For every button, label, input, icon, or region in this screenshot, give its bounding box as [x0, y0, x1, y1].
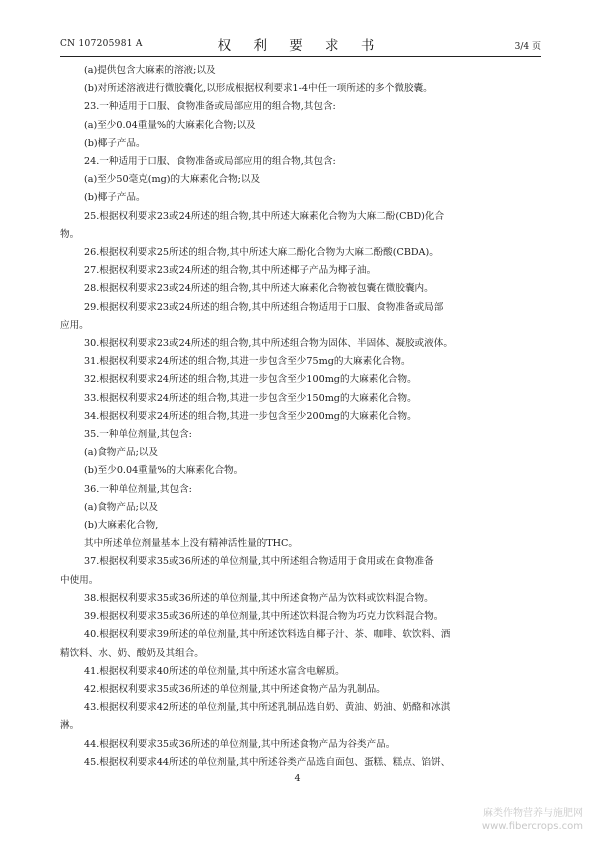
watermark — [482, 807, 583, 833]
claim-line: 45.根据权利要求44所述的单位剂量,其中所述谷类产品选自面包、蛋糕、糕点、馅饼、 — [84, 756, 451, 768]
claim-line: 28.根据权利要求23或24所述的组合物,其中所述大麻素化合物被包囊在微胶囊内。 — [84, 283, 434, 295]
watermark-title: 麻类作物营养与施肥网 — [483, 808, 583, 819]
claim-line: 44.根据权利要求35或36所述的单位剂量,其中所述食物产品为谷类产品。 — [84, 738, 396, 750]
claim-line: (a)食物产品;以及 — [84, 447, 159, 459]
claim-line: 物。 — [60, 228, 80, 240]
claim-line: 34.根据权利要求24所述的组合物,其进一步包含至少200mg的大麻素化合物。 — [84, 410, 417, 422]
claim-line: 41.根据权利要求40所述的单位剂量,其中所述水富含电解质。 — [84, 665, 345, 677]
claim-line: 31.根据权利要求24所述的组合物,其进一步包含至少75mg的大麻素化合物。 — [84, 356, 411, 368]
claim-line: 淋。 — [60, 720, 80, 732]
claim-line: 23.一种适用于口服、食物准备或局部应用的组合物,其包含: — [84, 101, 336, 113]
claim-line: 30.根据权利要求23或24所述的组合物,其中所述组合物为固体、半固体、凝胶或液体。 — [84, 338, 453, 350]
claims-text — [60, 62, 538, 772]
claim-line: (b)椰子产品。 — [84, 137, 146, 149]
claim-line: 27.根据权利要求23或24所述的组合物,其中所述椰子产品为椰子油。 — [84, 265, 377, 277]
claim-line: (a)食物产品;以及 — [84, 501, 159, 513]
claim-line: (a)至少0.04重量%的大麻素化合物;以及 — [84, 119, 256, 131]
claim-line: 中使用。 — [60, 574, 99, 586]
claim-line: 42.根据权利要求35或36所述的单位剂量,其中所述食物产品为乳制品。 — [84, 683, 386, 695]
claim-line: 40.根据权利要求39所述的单位剂量,其中所述饮料选自椰子汁、茶、咖啡、软饮料、酒 — [84, 629, 451, 641]
claim-line: 其中所述单位剂量基本上没有精神活性量的THC。 — [84, 538, 298, 550]
document-id: CN 107205981 A — [60, 39, 143, 49]
claim-line: 39.根据权利要求35或36所述的单位剂量,其中所述饮料混合物为巧克力饮料混合物。 — [84, 611, 444, 623]
claim-line: (b)椰子产品。 — [84, 192, 146, 204]
claim-line: (b)对所述溶液进行微胶囊化,以形成根据权利要求1-4中任一项所述的多个微胶囊。 — [84, 83, 433, 95]
claim-line: (a)至少50毫克(mg)的大麻素化合物;以及 — [84, 174, 261, 186]
claim-line: 29.根据权利要求23或24所述的组合物,其中所述组合物适用于口服、食物准备或局部 — [84, 301, 444, 313]
claim-line: 37.根据权利要求35或36所述的单位剂量,其中所述组合物适用于食用或在食物准备 — [84, 556, 434, 568]
claim-line: (b)大麻素化合物, — [84, 520, 159, 532]
header-rule — [60, 56, 541, 57]
claim-line: (b)至少0.04重量%的大麻素化合物。 — [84, 465, 244, 477]
page-number: 4 — [294, 773, 301, 784]
claim-line: 33.根据权利要求24所述的组合物,其进一步包含至少150mg的大麻素化合物。 — [84, 392, 417, 404]
claim-line: 26.根据权利要求25所述的组合物,其中所述大麻二酚化合物为大麻二酚酸(CBDA)。 — [84, 247, 439, 259]
watermark-url: www.fibercrops.com — [481, 821, 583, 832]
claim-line: 36.一种单位剂量,其包含: — [84, 483, 192, 495]
claim-line: 32.根据权利要求24所述的组合物,其进一步包含至少100mg的大麻素化合物。 — [84, 374, 417, 386]
claim-line: 43.根据权利要求42所述的单位剂量,其中所述乳制品选自奶、黄油、奶油、奶酪和冰淇 — [84, 702, 451, 714]
claim-line: 应用。 — [60, 319, 89, 331]
page-title: 权 利 要 求 书 — [217, 38, 384, 54]
claim-line: 24.一种适用于口服、食物准备或局部应用的组合物,其包含: — [84, 156, 336, 168]
claim-line: 精饮料、水、奶、酸奶及其组合。 — [60, 647, 204, 659]
claim-line: 38.根据权利要求35或36所述的单位剂量,其中所述食物产品为饮料或饮料混合物。 — [84, 592, 434, 604]
claim-line: (a)提供包含大麻素的溶液;以及 — [84, 65, 216, 76]
claim-line: 35.一种单位剂量,其包含: — [84, 429, 192, 441]
claim-line: 25.根据权利要求23或24所述的组合物,其中所述大麻素化合物为大麻二酚(CBD)化合 — [84, 210, 445, 222]
page-label: 3/4 页 — [514, 42, 541, 52]
page-header — [60, 32, 541, 54]
